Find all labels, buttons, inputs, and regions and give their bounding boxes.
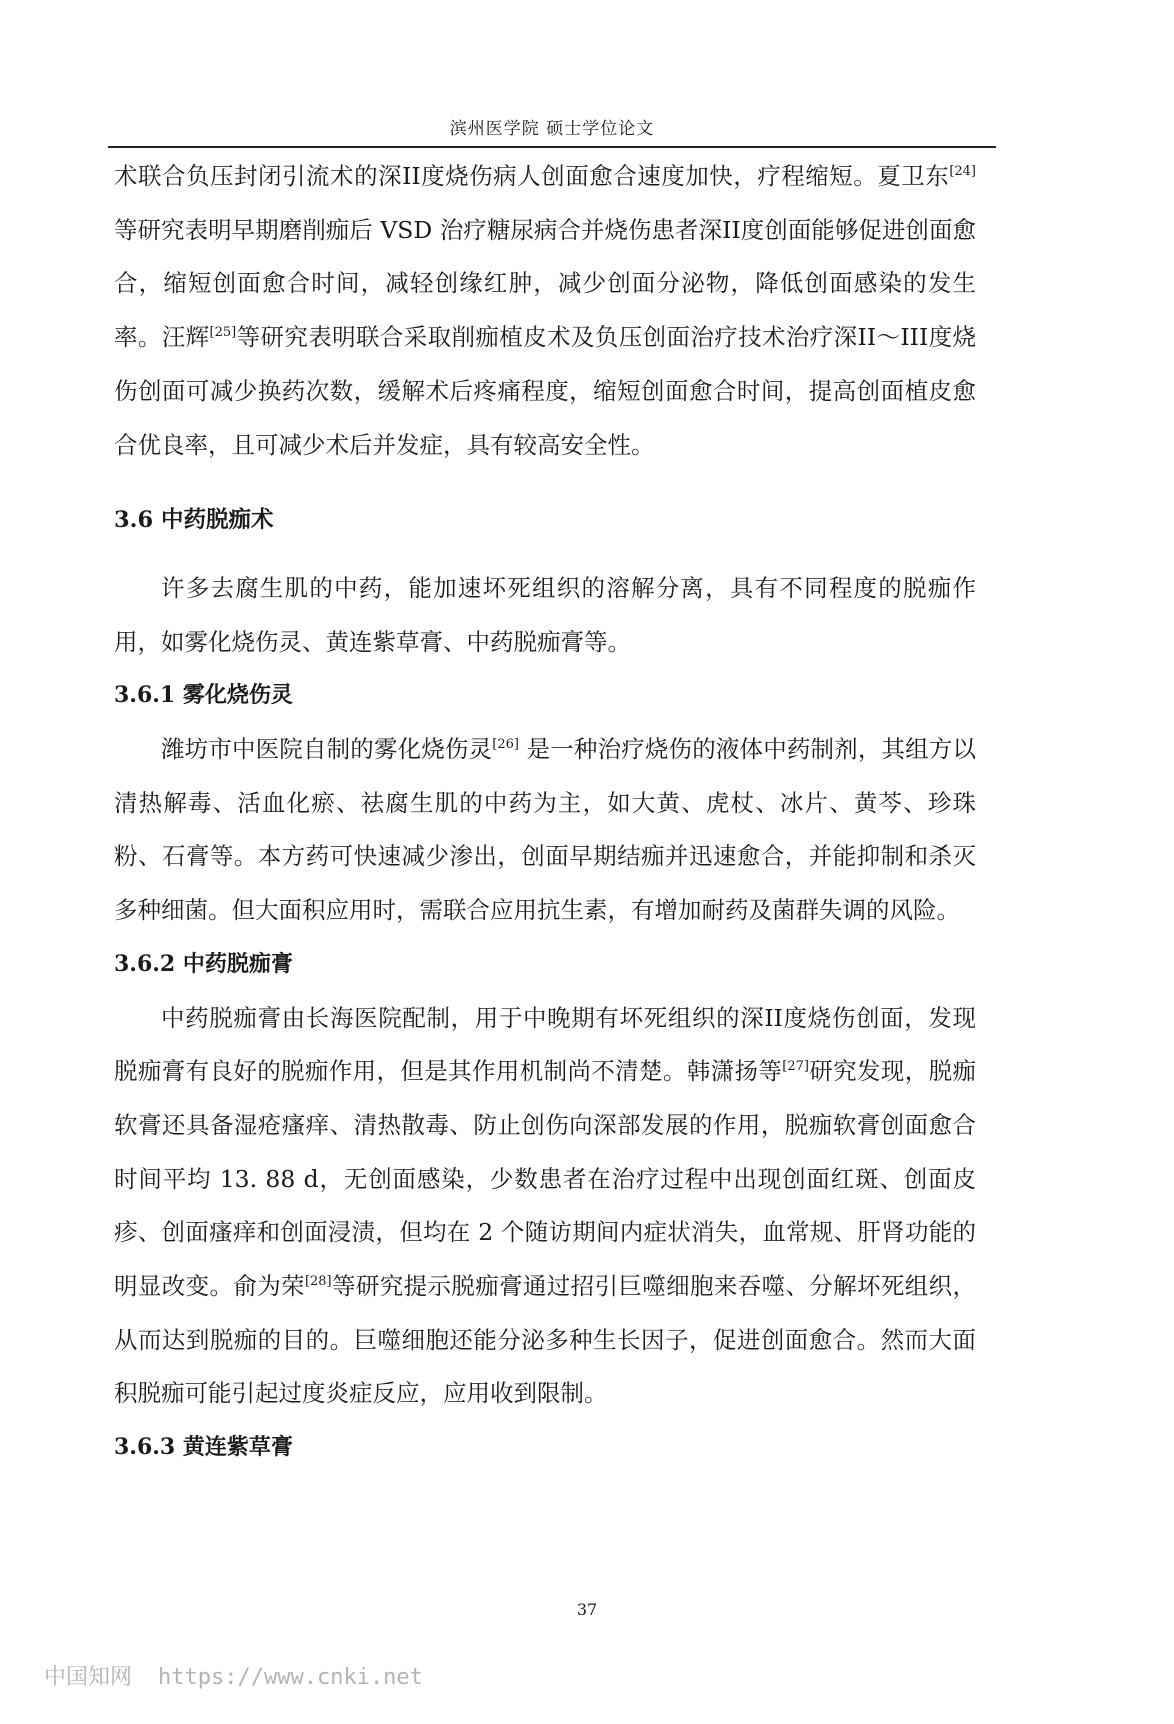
header-rule	[108, 146, 996, 148]
citation: [24]	[949, 164, 976, 180]
spacer	[114, 472, 976, 494]
paragraph-ointment	[114, 992, 976, 1422]
watermark-url: https://www.cnki.net	[158, 1665, 423, 1690]
paragraph-text: 术联合负压封闭引流术的深II度烧伤病人创面愈合速度加快，疗程缩短。夏卫东	[114, 162, 950, 190]
section-heading-3-6-2: 3.6.2 中药脱痂膏	[114, 950, 293, 977]
spacer	[114, 548, 976, 562]
paragraph-text: 研究发现，脱痂软膏还具备湿疮瘙痒、清热散毒、防止创伤向深部发展的作用，脱痂软膏创面愈合时间平均 13. 88 d，无创面感染，少数患者在治疗过程中出现创面红斑、创面皮疹、创面瘙痒和创面浸渍，但均在 2 个随访期间内症状消失，血常规、肝肾功能的明显改变。俞为荣	[114, 1057, 977, 1301]
paragraph-intro-herbal: 许多去腐生肌的中药，能加速坏死组织的溶解分离，具有不同程度的脱痂作用，如雾化烧伤灵、黄连紫草膏、中药脱痂膏等。	[114, 573, 976, 656]
running-header: 滨州医学院 硕士学位论文	[449, 119, 655, 139]
paragraph-text: 等研究表明早期磨削痂后 VSD 治疗糖尿病合并烧伤患者深II度创面能够促进创面愈合，缩短创面愈合时间，减轻创缘红肿，减少创面分泌物，降低创面感染的发生率。汪辉	[114, 215, 976, 352]
citation: [26]	[492, 737, 519, 753]
citation: [27]	[782, 1059, 809, 1075]
paragraph-text: 潍坊市中医院自制的雾化烧伤灵	[161, 735, 493, 764]
paragraph-text: 是一种治疗烧伤的液体中药制剂，其组方以清热解毒、活血化瘀、祛腐生肌的中药为主，如大黄、虎杖、冰片、黄芩、珍珠粉、石膏等。本方药可快速减少渗出，创面早期结痂并迅速愈合，并能抑制和杀灭多种细菌。但大面积应用时，需联合应用抗生素，有增加耐药及菌群失调的风险。	[114, 735, 976, 925]
cnki-watermark	[44, 1660, 423, 1691]
page-number: 37	[576, 1600, 598, 1619]
citation: [25]	[209, 325, 237, 341]
page-body	[114, 150, 976, 1475]
paragraph-spray	[114, 723, 976, 938]
paragraph-vsd-studies	[114, 150, 976, 472]
section-heading-3-6-3: 3.6.3 黄连紫草膏	[114, 1434, 293, 1461]
paragraph-text: 中药脱痂膏由长海医院配制，用于中晚期有坏死组织的深II度烧伤创面，发现脱痂膏有良好的脱痂作用，但是其作用机制尚不清楚。韩潇扬等	[114, 1003, 976, 1086]
paragraph-text: 等研究提示脱痂膏通过招引巨噬细胞来吞噬、分解坏死组织，从而达到脱痂的目的。巨噬细胞还能分泌多种生长因子，促进创面愈合。然而大面积脱痂可能引起过度炎症反应，应用收到限制。	[114, 1272, 977, 1408]
paragraph-text: 等研究表明联合采取削痂植皮术及负压创面治疗技术治疗深II～III度烧伤创面可减少换药次数，缓解术后疼痛程度，缩短创面愈合时间，提高创面植皮愈合优良率，且可减少术后并发症，具有较高安全性。	[114, 323, 976, 459]
section-heading-3-6: 3.6 中药脱痂术	[114, 507, 274, 534]
watermark-brand: 中国知网	[44, 1665, 133, 1690]
section-heading-3-6-1: 3.6.1 雾化烧伤灵	[114, 682, 293, 709]
citation: [28]	[304, 1274, 332, 1290]
